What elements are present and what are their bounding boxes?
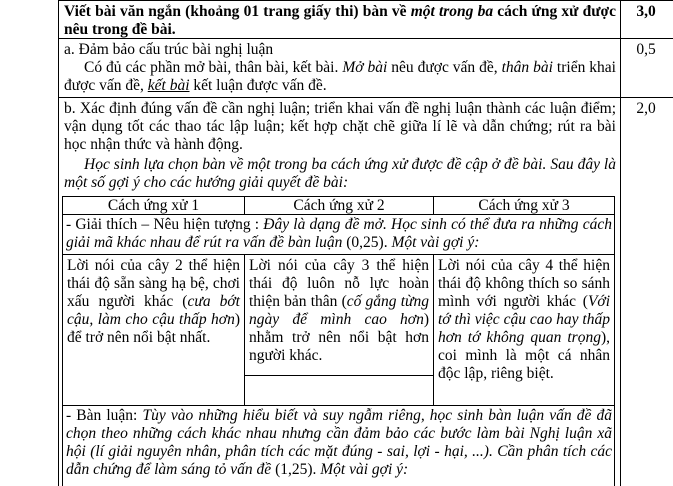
header-option-3: Cách ứng xử 3	[478, 197, 570, 214]
inner-border	[433, 254, 434, 406]
criterion-content-intro: b. Xác định đúng vấn đề cần nghị luận; triển khai vấn đề nghị luận thành các luận điểm; vận dụng tốt các thao tác lập luận; kết hợp chặt chẽ giữa lí lẽ và dẫn chứng; rút ra bài học nhận thức và hành động.	[64, 100, 616, 153]
criterion-body: Có đủ các phần mở bài, thân bài, kết bài. Mở bài nêu được vấn đề, thân bài triển khai được vấn đề, kết bài kết luận được vấn đề.	[64, 59, 616, 94]
header-option-1: Cách ứng xử 1	[107, 197, 200, 214]
option-2-text: Lời nói của cây 3 thể hiện thái độ luôn nỗ lực hoàn thiện bản thân (cố gắng từng ngày để mình cao hơn) nhằm trở nên nổi bật hơn người khác.	[249, 257, 429, 364]
score-content: 2,0	[636, 100, 656, 117]
header-option-2: Cách ứng xử 2	[293, 197, 385, 214]
option-1-text: Lời nói của cây 2 thể hiện thái độ sẵn sàng hạ bệ, chơi xấu người khác (cưa bớt cậu, làm cho cậu thấp hơn) để trở nên nổi bật nhất.	[67, 257, 240, 346]
row-border	[58, 97, 673, 98]
guidance-text: Học sinh lựa chọn bàn về một trong ba cách ứng xử được đề cập ở đề bài. Sau đây là một số gợi ý cho các hướng giải quyết đề bài:	[64, 156, 616, 191]
inner-border	[62, 405, 615, 406]
criterion-title: a. Đảm bảo cấu trúc bài nghị luận	[64, 41, 274, 58]
score-structure: 0,5	[636, 41, 656, 58]
criterion-structure	[64, 41, 616, 95]
column-border	[620, 0, 621, 486]
option-3-text: Lời nói của cây 4 thể hiện thái độ không thích so sánh mình với người khác (Với tớ thì việc cậu cao hay thấp hơn tớ không quan trọng), coi mình là một cá nhân độc lập, riêng biệt.	[438, 257, 610, 382]
inner-border	[614, 196, 615, 486]
task-requirement: Viết bài văn ngắn (khoảng 01 trang giấy thi) bàn về một trong ba cách ứng xử được nêu trong đề bài.	[64, 3, 616, 38]
inner-border	[244, 375, 433, 376]
discussion-text: - Bàn luận: Tùy vào những hiểu biết và suy ngẫm riêng, học sinh bàn luận vấn đề đã chọn theo những cách khác nhau nhưng cần đảm bảo các bước làm bài Nghị luận xã hội (lí giải nguyên nhân, phân tích các mặt đúng - sai, lợi - hại, ...). Cần phân tích các dẫn chứng để làm sáng tỏ vấn đề (1,25). Một vài gợi ý:	[66, 407, 613, 478]
inner-border	[62, 254, 615, 255]
inner-border	[244, 254, 245, 406]
explain-text: - Giải thích – Nêu hiện tượng : Đây là dạng đề mở. Học sinh có thể đưa ra những cách giải mã khác nhau để rút ra vấn đề bàn luận (0,25). Một vài gợi ý:	[66, 216, 613, 251]
column-border	[58, 0, 59, 486]
score-total: 3,0	[636, 3, 656, 20]
inner-border	[62, 196, 63, 486]
row-border	[58, 0, 673, 1]
